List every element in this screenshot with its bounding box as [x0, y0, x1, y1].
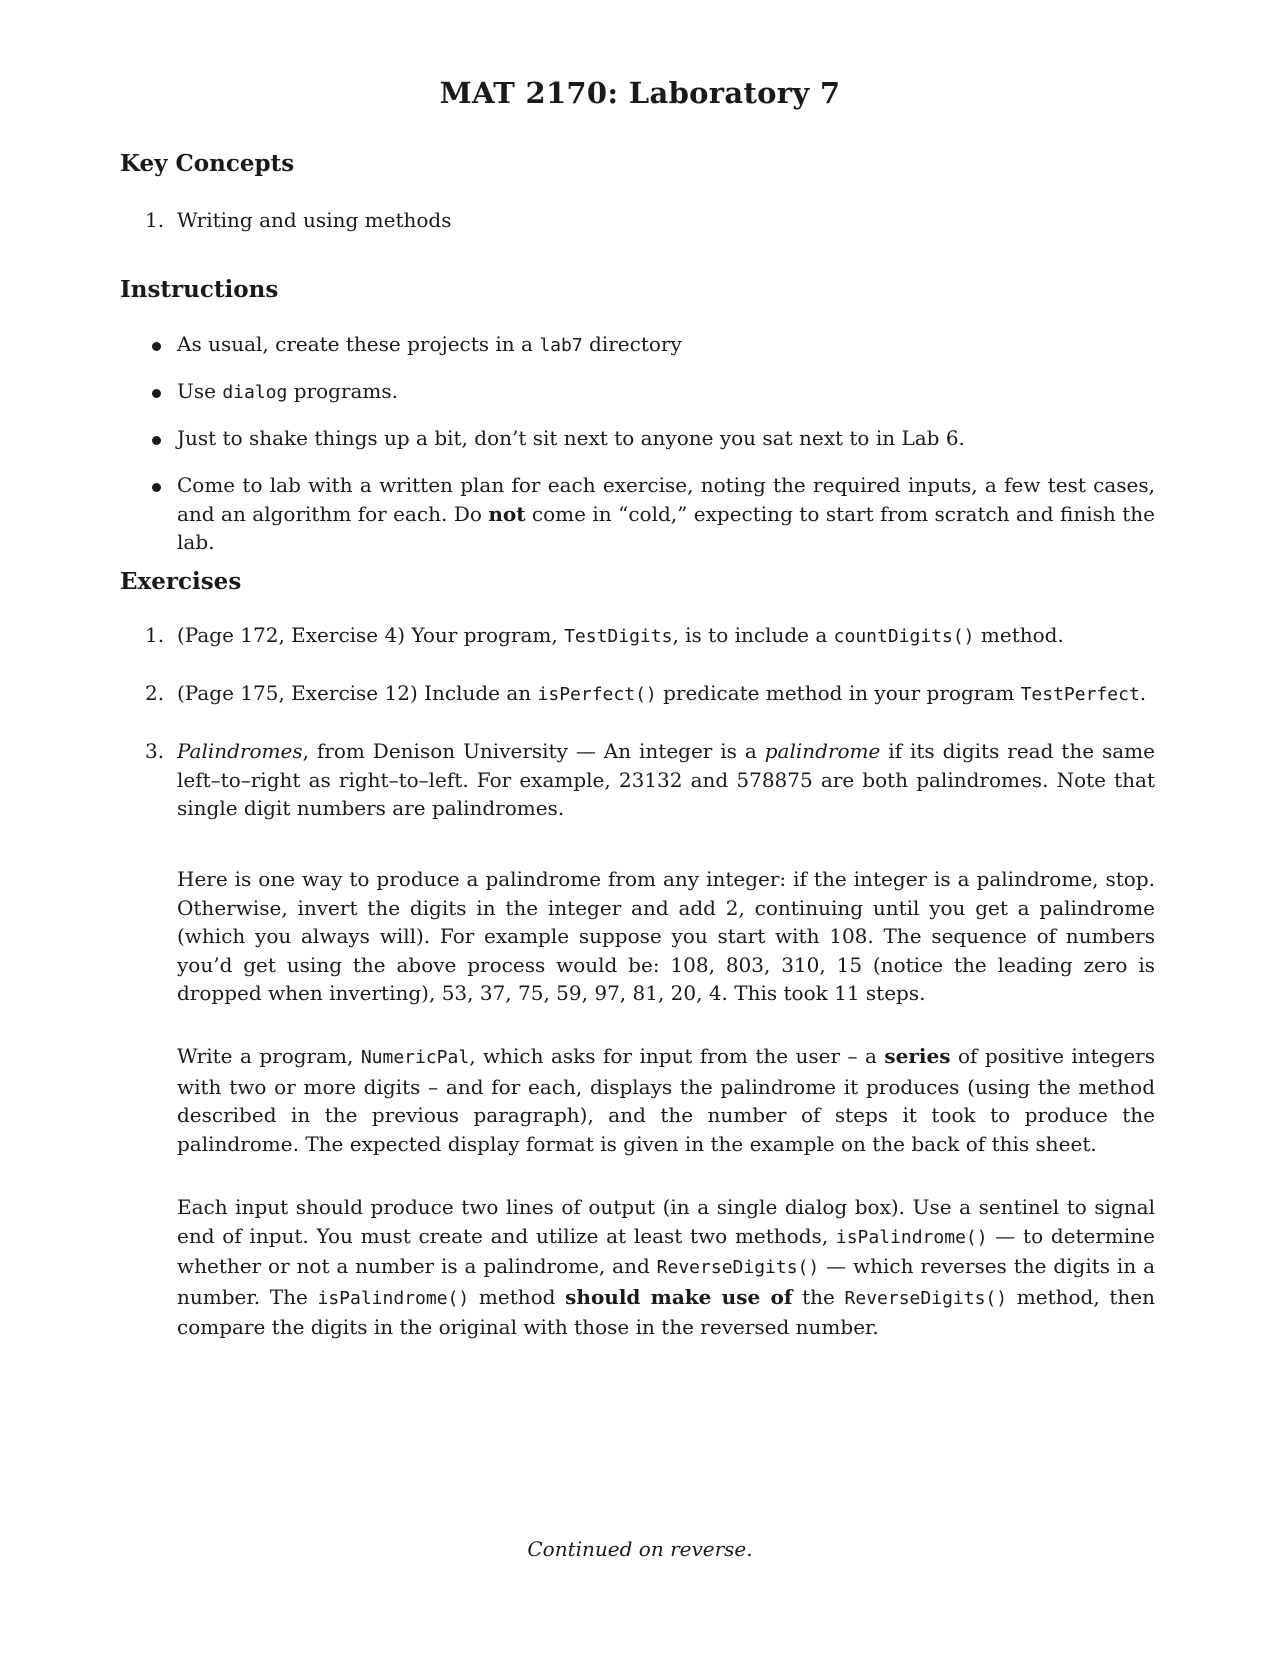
exercise-3-paragraph-3: Write a program, NumericPal, which asks for input from the user – a series of positive integers with two or more digits – and for each, displays the palindrome it produces (using the method described in the previous paragraph), and the number of steps it took to produce the palindrome. The expected display format is given in the example on the back of this sheet.	[177, 1044, 1156, 1156]
bullet-icon	[152, 436, 161, 445]
bullet-icon	[152, 389, 161, 398]
bullet-icon	[152, 483, 161, 492]
instruction-bullet-1	[152, 330, 1155, 361]
instruction-text: Come to lab with a written plan for each exercise, noting the required inputs, a few test cases, and an algorithm for each. Do not come in “cold,” expecting to start from scratch and finish the lab.	[177, 473, 1156, 554]
exercise-number: 3.	[145, 739, 165, 763]
instruction-text: As usual, create these projects in a lab7 directory	[177, 332, 682, 356]
instruction-bullet-4	[152, 471, 1155, 557]
exercise-3	[145, 737, 1155, 823]
exercise-2	[145, 679, 1155, 710]
key-concept-text: Writing and using methods	[177, 208, 452, 232]
key-concept-item	[145, 206, 1155, 235]
exercise-number: 2.	[145, 681, 165, 705]
instructions-heading: Instructions	[120, 276, 279, 303]
instruction-bullet-2	[152, 377, 1155, 408]
exercise-text: (Page 175, Exercise 12) Include an isPerfect() predicate method in your program TestPerfect.	[177, 681, 1147, 705]
exercises-heading: Exercises	[120, 568, 242, 595]
continued-note: Continued on reverse.	[527, 1537, 753, 1561]
page-title: MAT 2170: Laboratory 7	[439, 76, 841, 110]
bullet-icon	[152, 342, 161, 351]
instruction-text: Use dialog programs.	[177, 379, 398, 403]
exercise-text: (Page 172, Exercise 4) Your program, TestDigits, is to include a countDigits() method.	[177, 623, 1064, 647]
exercise-text: Palindromes, from Denison University — An integer is a palindrome if its digits read the same left–to–right as right–to–left. For example, 23132 and 578875 are both palindromes. Note that single digit numbers are palindromes.	[177, 739, 1155, 820]
key-concepts-heading: Key Concepts	[120, 150, 295, 177]
instruction-text: Just to shake things up a bit, don’t sit next to anyone you sat next to in Lab 6.	[177, 426, 965, 450]
exercise-1	[145, 621, 1155, 652]
instruction-bullet-3	[152, 424, 1155, 453]
exercise-3-paragraph-4: Each input should produce two lines of output (in a single dialog box). Use a sentinel to signal end of input. You must create and utilize at least two methods, isPalindrome() — to determine whether or not a number is a palindrome, and ReverseDigits() — which reverses the digits in a number. The isPalindrome() method should make use of the ReverseDigits() method, then compare the digits in the original with those in the reversed number.	[177, 1195, 1156, 1339]
exercise-number: 1.	[145, 623, 165, 647]
exercise-3-paragraph-2: Here is one way to produce a palindrome from any integer: if the integer is a palindrome, stop. Otherwise, invert the digits in the integer and add 2, continuing until you get a palindrome (which you always will). For example suppose you start with 108. The sequence of numbers you’d get using the above process would be: 108, 803, 310, 15 (notice the leading zero is dropped when inverting), 53, 37, 75, 59, 97, 81, 20, 4. This took 11 steps.	[177, 867, 1155, 1005]
key-concept-number: 1.	[145, 208, 165, 232]
